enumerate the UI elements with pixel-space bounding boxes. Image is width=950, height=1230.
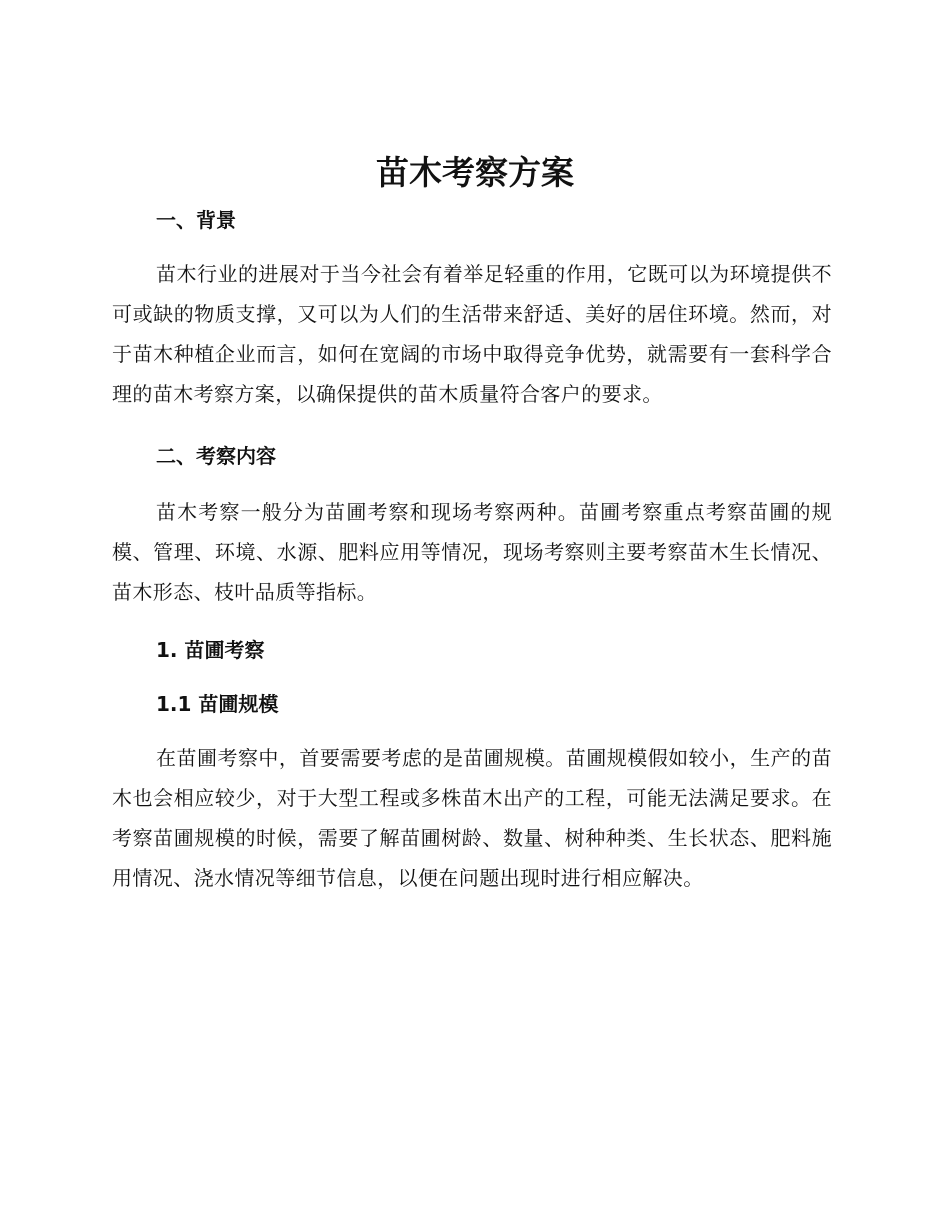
section-paragraph-background: 苗木行业的进展对于当今社会有着举足轻重的作用，它既可以为环境提供不可或缺的物质支撑，又可以为人们的生活带来舒适、美好的居住环境。然而，对于苗木种植企业而言，如何在宽阔的市场中取得竞争优势，就需要有一套科学合理的苗木考察方案，以确保提供的苗木质量符合客户的要求。	[112, 262, 832, 406]
section-heading-background: 一、背景	[156, 208, 236, 232]
subsection-paragraph-nursery-scale: 在苗圃考察中，首要需要考虑的是苗圃规模。苗圃规模假如较小，生产的苗木也会相应较少，对于大型工程或多株苗木出产的工程，可能无法满足要求。在考察苗圃规模的时候，需要了解苗圃树龄、数量、树种种类、生长状态、肥料施用情况、浇水情况等细节信息，以便在问题出现时进行相应解决。	[112, 746, 832, 890]
subsection-heading-nursery-scale: 1.1 苗圃规模	[156, 692, 279, 716]
section-paragraph-content: 苗木考察一般分为苗圃考察和现场考察两种。苗圃考察重点考察苗圃的规模、管理、环境、水源、肥料应用等情况，现场考察则主要考察苗木生长情况、苗木形态、枝叶品质等指标。	[112, 500, 832, 604]
section-heading-content: 二、考察内容	[156, 444, 276, 468]
subsection-heading-nursery: 1. 苗圃考察	[156, 638, 265, 662]
document-title: 苗木考察方案	[376, 153, 574, 192]
